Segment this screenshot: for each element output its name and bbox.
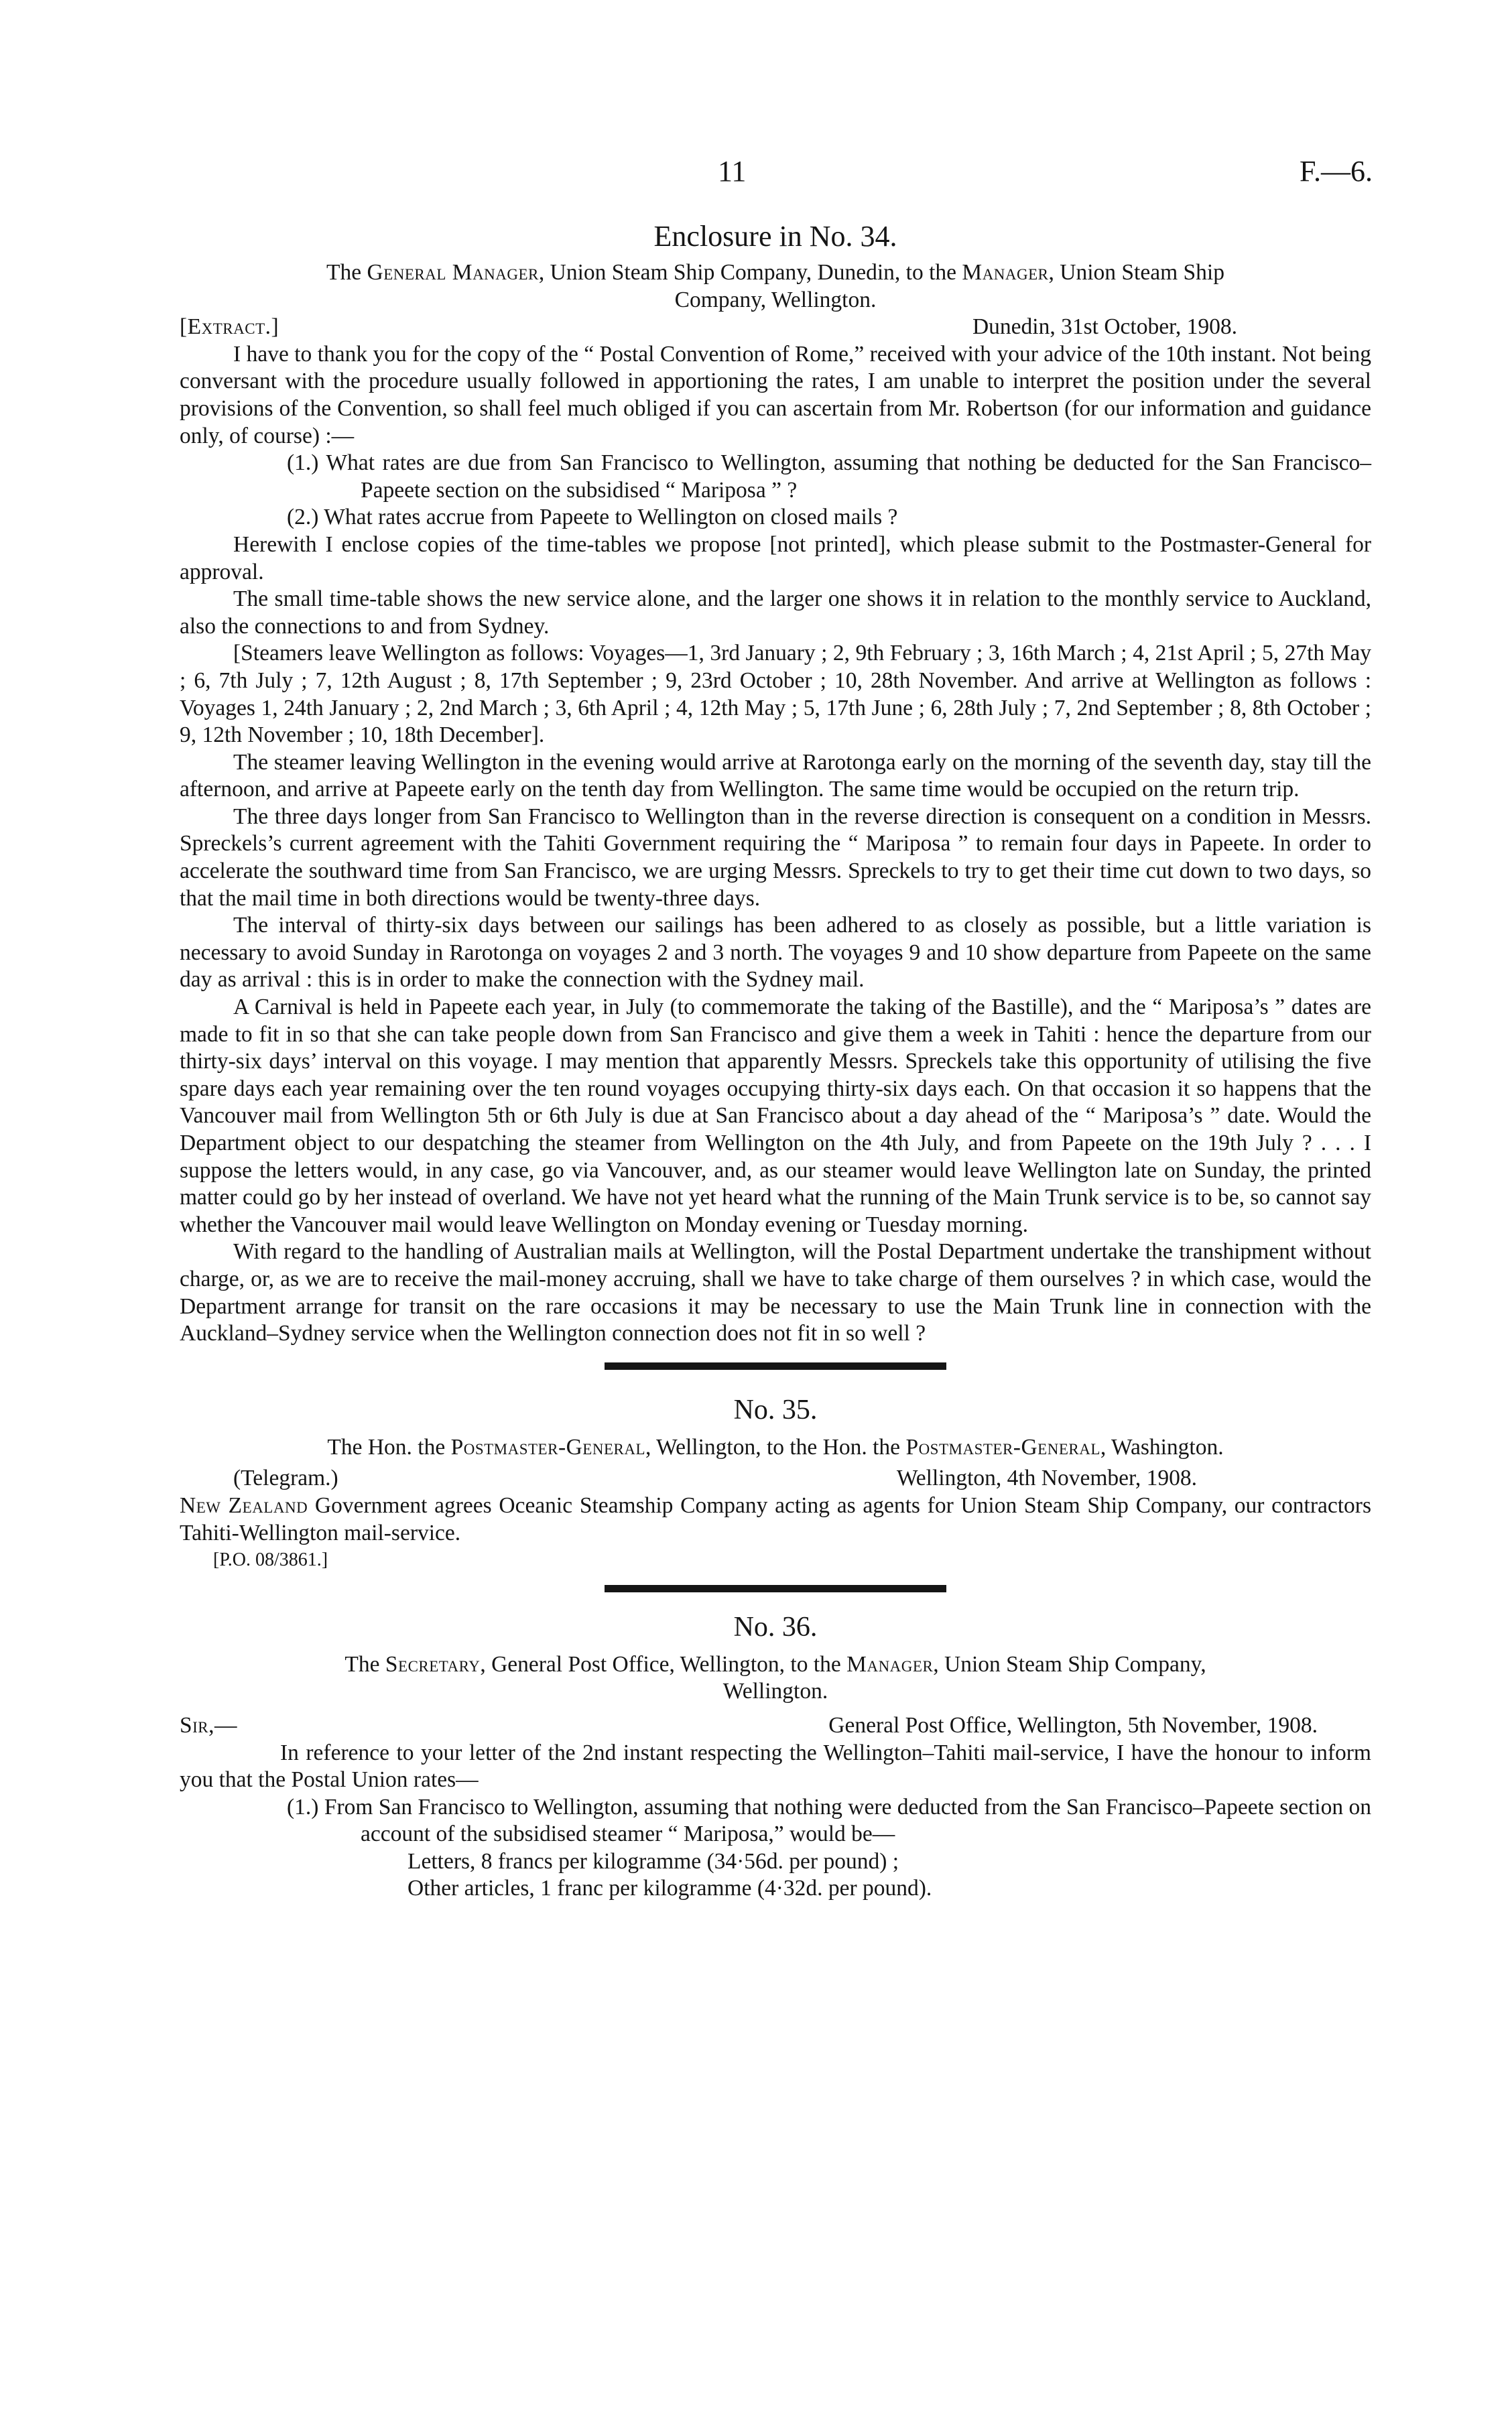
question-2: (2.) What rates accrue from Papeete to Wellington on closed mails ? <box>287 505 898 530</box>
from-prefix: The <box>344 1651 385 1677</box>
letter-date: Dunedin, 31st October, 1908. <box>972 314 1237 340</box>
letter-date: General Post Office, Wellington, 5th November, 1908. <box>828 1712 1318 1738</box>
sender-title: Secretary <box>385 1651 481 1677</box>
page-header <box>180 154 1373 194</box>
paragraph: A Carnival is held in Papeete each year, in July (to commemorate the taking of the Bastille), and the “ Mariposa’s ” dates are made to fit in so that she can take people down from San Francisco and give them a week in Tahiti : hence the departure from our thirty-six days’ interval on this voyage. I may mention that apparently Messrs. Spreckels take this opportunity of utilising the five spare days each year remaining over the ten round voyages occupying thirty-six days each. On that occasion it so happens that the Vancouver mail from Wellington 5th or 6th July is due at San Francisco about a day ahead of the “ Mariposa’s ” date. Would the Department object to our despatching the steamer from Wellington on the 4th July, and from Papeete on the 19th July ? . . . I suppose the letters would, in any case, go via Vancouver, and, as our steamer would leave Wellington late on Sunday, the printed matter could go by her instead of overland. We have not yet heard what the running of the Main Trunk service is to be, so cannot say whether the Vancouver mail would leave Wellington on Monday evening or Tuesday morning. <box>180 995 1371 1237</box>
paragraph: I have to thank you for the copy of the “ Postal Convention of Rome,” received with your advice of the 10th instant. Not being conversant with the procedure usually followed in apportioning the rates, I am unable to interpret the position under the several provisions of the Convention, so shall feel much obliged if you can ascertain from Mr. Robertson (for our information and guidance only, of course) :— <box>180 341 1371 448</box>
sender-title: General Manager <box>367 260 539 285</box>
file-reference: [P.O. 08/3861.] <box>213 1549 328 1571</box>
recipient-title: Manager <box>962 260 1049 285</box>
body-lead: New Zealand <box>180 1492 308 1518</box>
paragraph: [Steamers leave Wellington as follows: Voyages—1, 3rd January ; 2, 9th February ; 3, 16th March ; 4, 21st April ; 5, 27th May ; 6, 7th July ; 7, 12th August ; 8, 17th September ; 9, 23rd October ; 10, 28th November. And arrive at Wellington as follows : Voyages 1, 24th January ; 2, 2nd March ; 3, 6th April ; 4, 12th May ; 5, 17th June ; 6, 28th July ; 7, 2nd September ; 8, 8th October ; 9, 12th November ; 10, 18th December]. <box>180 641 1371 748</box>
recipient-title: Postmaster-General <box>905 1434 1100 1460</box>
rate-letters: Letters, 8 francs per kilogramme (34·56d. per pound) ; <box>407 1848 899 1874</box>
from-middle: , General Post Office, Wellington, to the <box>480 1651 847 1677</box>
sender-title: Postmaster-General <box>450 1434 646 1460</box>
enclosure-from-line-2: Company, Wellington. <box>674 287 877 312</box>
enclosure-title: Enclosure in No. 34. <box>653 220 897 253</box>
from-prefix: The <box>326 260 367 285</box>
paragraph: With regard to the handling of Australian mails at Wellington, will the Postal Department undertake the transhipment without charge, or, as we are to receive the mail-money accruing, shall we have to take charge of them ourselves ? in which case, would the Department arrange for transit on the rare occasions it may be necessary to use the Main Trunk line in connection with the Auckland–Sydney service when the Wellington connection does not fit in so well ? <box>180 1239 1371 1346</box>
enclosure-from-line <box>180 259 1371 287</box>
from-suffix: , Union Steam Ship <box>1048 260 1224 285</box>
question-1: (1.) What rates are due from San Francisco to Wellington, assuming that nothing be deducted for the San Francisco–Papeete section on the subsidised “ Mariposa ” ? <box>287 450 1371 503</box>
rate-other-articles: Other articles, 1 franc per kilogramme (4·32d. per pound). <box>407 1876 932 1901</box>
letter-from-line <box>180 1434 1371 1462</box>
paragraph: The three days longer from San Francisco to Wellington than in the reverse direction is consequent on a condition in Messrs. Spreckels’s current agreement with the Tahiti Government requiring the “ Mariposa ” to remain four days in Papeete. In order to accelerate the southward time from San Francisco, we are urging Messrs. Spreckels to try to get their time cut down to two days, so that the mail time in both directions would be twenty-three days. <box>180 804 1371 911</box>
from-middle: , Wellington, to the Hon. the <box>645 1434 906 1460</box>
document-body <box>180 218 1371 1903</box>
from-suffix: , Washington. <box>1100 1434 1224 1460</box>
paper-reference: F.—6. <box>1300 155 1373 188</box>
section-divider <box>605 1585 946 1592</box>
salutation-date-row <box>180 1712 1371 1740</box>
paragraph: In reference to your letter of the 2nd instant respecting the Wellington–Tahiti mail-service, I have the honour to inform you that the Postal Union rates— <box>180 1740 1371 1793</box>
recipient-title: Manager <box>846 1651 934 1677</box>
enclosure-34 <box>180 218 1371 1348</box>
extract-label: [Extract.] <box>180 314 279 340</box>
from-suffix: , Union Steam Ship Company, <box>933 1651 1206 1677</box>
from-middle: , Union Steam Ship Company, Dunedin, to the <box>538 260 962 285</box>
section-title: No. 36. <box>733 1611 818 1643</box>
letter-from-line-2: Wellington. <box>722 1679 828 1704</box>
page-number: 11 <box>718 155 747 188</box>
letter-date: Wellington, 4th November, 1908. <box>896 1466 1197 1491</box>
letter-35 <box>180 1391 1371 1574</box>
item-1: (1.) From San Francisco to Wellington, assuming that nothing were deducted from the San Francisco–Papeete section on account of the subsidised steamer “ Mariposa,” would be— <box>287 1794 1371 1847</box>
body-text: Government agrees Oceanic Steamship Company acting as agents for Union Steam Ship Company, our contractors Tahiti-Wellington mail-service. <box>180 1492 1372 1545</box>
extract-date-row <box>180 314 1371 341</box>
telegram-label: (Telegram.) <box>233 1466 338 1491</box>
letter-from-line <box>180 1651 1371 1679</box>
section-title: No. 35. <box>733 1394 818 1425</box>
from-prefix: The Hon. the <box>327 1434 451 1460</box>
paragraph: The small time-table shows the new service alone, and the larger one shows it in relation to the monthly service to Auckland, also the connections to and from Sydney. <box>180 586 1371 639</box>
telegram-date-row <box>180 1465 1371 1492</box>
salutation: Sir,— <box>180 1712 238 1738</box>
paragraph: Herewith I enclose copies of the time-tables we propose [not printed], which please submit to the Postmaster-General for approval. <box>180 531 1371 584</box>
letter-36 <box>180 1608 1371 1903</box>
telegram-body <box>180 1492 1371 1547</box>
paragraph: The steamer leaving Wellington in the evening would arrive at Rarotonga early on the morning of the seventh day, stay till the afternoon, and arrive at Papeete early on the tenth day from Wellington. The same time would be occupied on the return trip. <box>180 749 1371 802</box>
paragraph: The interval of thirty-six days between our sailings has been adhered to as closely as possible, but a little variation is necessary to avoid Sunday in Rarotonga on voyages 2 and 3 north. The voyages 9 and 10 show departure from Papeete on the same day as arrival : this is in order to make the connection with the Sydney mail. <box>180 913 1371 993</box>
section-divider <box>605 1362 946 1370</box>
